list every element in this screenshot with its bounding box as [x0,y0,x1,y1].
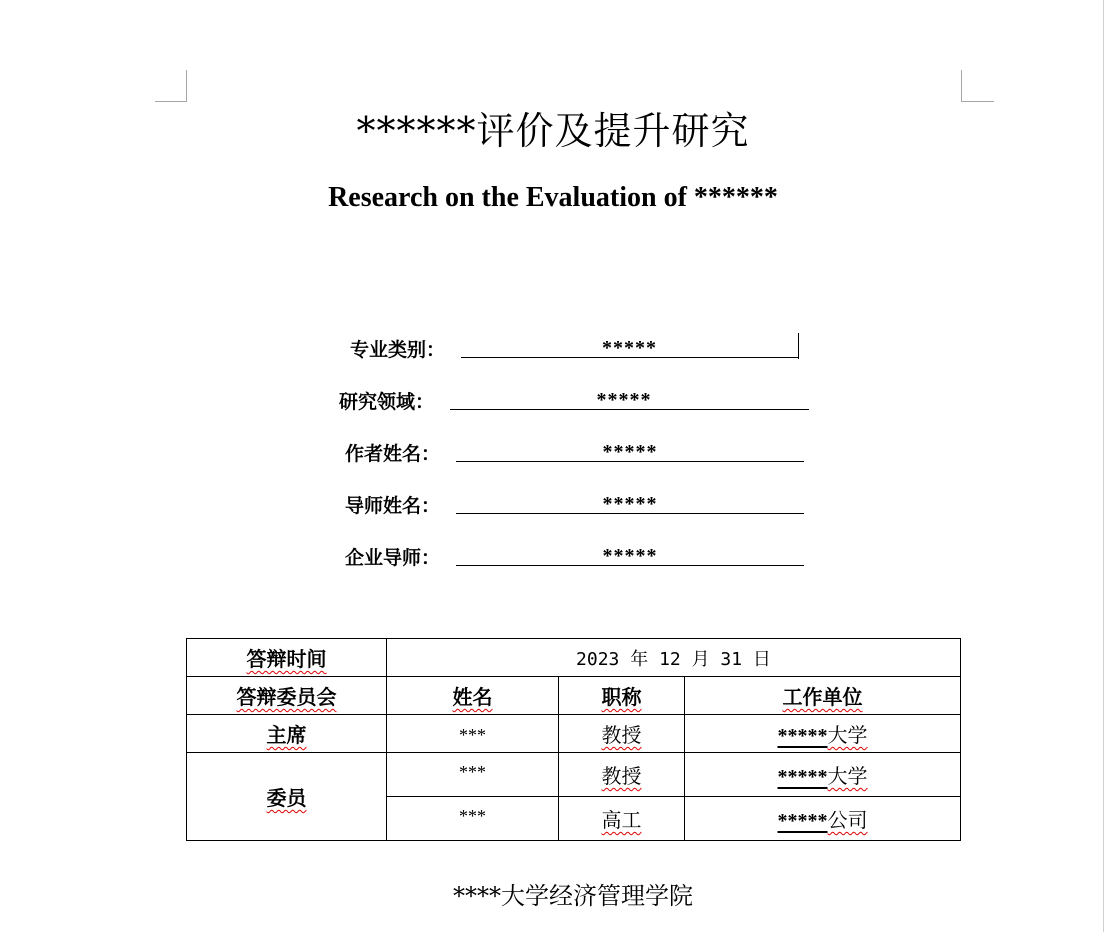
table-cell[interactable] [559,715,685,753]
table-cell[interactable] [559,797,685,841]
table-cell[interactable] [187,639,387,677]
table-cell[interactable] [685,797,961,841]
field-enterprise-advisor[interactable] [345,543,805,571]
table-row [187,753,961,797]
field-label: 企业导师： [345,547,441,569]
field-value[interactable]: ***** [602,493,658,515]
member-role: 委员 [266,786,307,810]
unit-type: 大学 [827,723,868,747]
defense-committee-table [186,638,961,841]
document-title-chinese[interactable]: ******评价及提升研究 [356,109,750,153]
crop-mark-top-right [961,70,962,101]
unit-name-masked: ***** [777,725,828,747]
table-cell[interactable] [387,797,559,841]
unit-name-masked: ***** [777,766,828,788]
committee-label: 答辩委员会 [236,685,337,709]
table-cell[interactable] [559,753,685,797]
field-value[interactable]: ***** [596,389,652,411]
unit-type: 公司 [827,808,868,832]
field-research-area[interactable] [339,387,809,415]
member-name: *** [459,724,486,745]
field-advisor-name[interactable] [345,491,805,519]
field-label: 导师姓名： [345,495,441,517]
table-cell[interactable] [387,639,961,677]
field-label: 作者姓名： [345,443,441,465]
member-title: 教授 [601,764,642,788]
table-cell[interactable] [187,677,387,715]
field-major-category[interactable] [350,335,810,363]
member-title: 教授 [601,723,642,747]
member-name: *** [459,806,486,826]
field-label: 研究领域： [339,391,435,413]
field-author-name[interactable] [345,439,805,467]
field-value[interactable]: ***** [602,337,657,359]
table-cell[interactable] [187,753,387,841]
column-header-title: 职称 [601,685,642,709]
chair-role: 主席 [266,723,307,747]
unit-name-masked: ***** [777,810,828,832]
table-cell[interactable] [387,715,559,753]
table-cell[interactable] [685,715,961,753]
table-row [187,639,961,677]
defense-time-value: 2023 年 12 月 31 日 [576,648,771,670]
footer-institution[interactable]: ****大学经济管理学院 [453,882,693,910]
member-name: *** [459,762,486,782]
text-cursor [798,333,799,359]
field-value[interactable]: ***** [602,441,658,463]
table-cell[interactable] [685,753,961,797]
table-cell[interactable] [387,753,559,797]
document-title-english[interactable]: Research on the Evaluation of ****** [328,182,778,213]
table-header-cell[interactable] [685,677,961,715]
crop-mark-top-left [186,70,187,101]
column-header-unit: 工作单位 [782,685,863,709]
field-label: 专业类别： [350,339,446,361]
unit-type: 大学 [827,764,868,788]
member-title: 高工 [601,808,642,832]
field-value[interactable]: ***** [602,545,658,567]
defense-time-label: 答辩时间 [246,647,327,671]
table-row [187,715,961,753]
table-header-cell[interactable] [387,677,559,715]
column-header-name: 姓名 [452,685,493,709]
table-cell[interactable] [187,715,387,753]
table-header-cell[interactable] [559,677,685,715]
table-row [187,677,961,715]
